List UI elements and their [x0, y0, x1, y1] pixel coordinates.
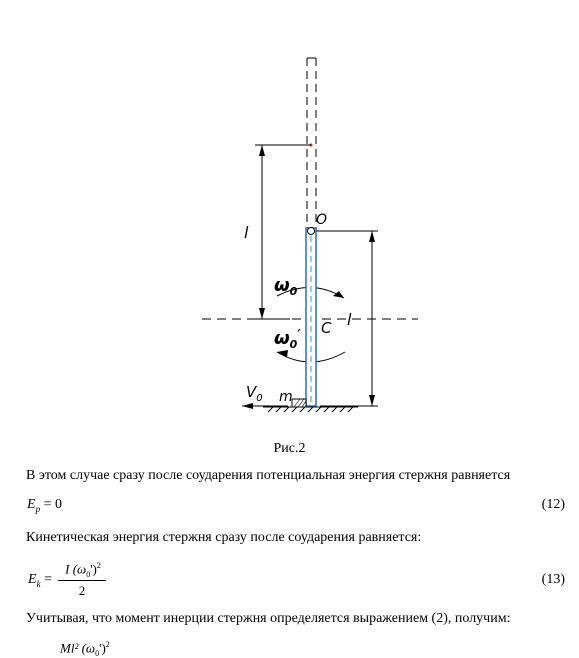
label-mass-m: m	[279, 389, 293, 405]
pivot-circle	[308, 228, 315, 235]
figure-caption: Рис.2	[273, 441, 306, 456]
label-omega-after: $\omega_0'$	[274, 328, 301, 351]
label-pivot-o: O	[316, 212, 328, 228]
equation-14-partial: Ml² $(\omega_0')^2$	[60, 640, 110, 658]
paragraph-potential-energy: В этом случае сразу после соударения потенциальная энергия стержня равняется	[26, 468, 511, 483]
label-length-left: l	[244, 223, 249, 242]
paragraph-moment-of-inertia: Учитывая, что момент инерции стержня определяется выражением (2), получим:	[26, 611, 511, 626]
label-center-c: C	[321, 319, 332, 337]
label-length-right: l	[347, 310, 352, 329]
paragraph-kinetic-energy: Кинетическая энергия стержня сразу после соударения равняется:	[26, 530, 422, 545]
equation-12: $E_p = 0$	[27, 497, 62, 514]
equation-number-13: (13)	[541, 572, 565, 587]
label-velocity: $V_0$	[246, 383, 263, 404]
equation-number-12: (12)	[541, 497, 565, 512]
label-omega-before: $\omega_0$	[274, 275, 298, 298]
ground	[263, 407, 358, 412]
